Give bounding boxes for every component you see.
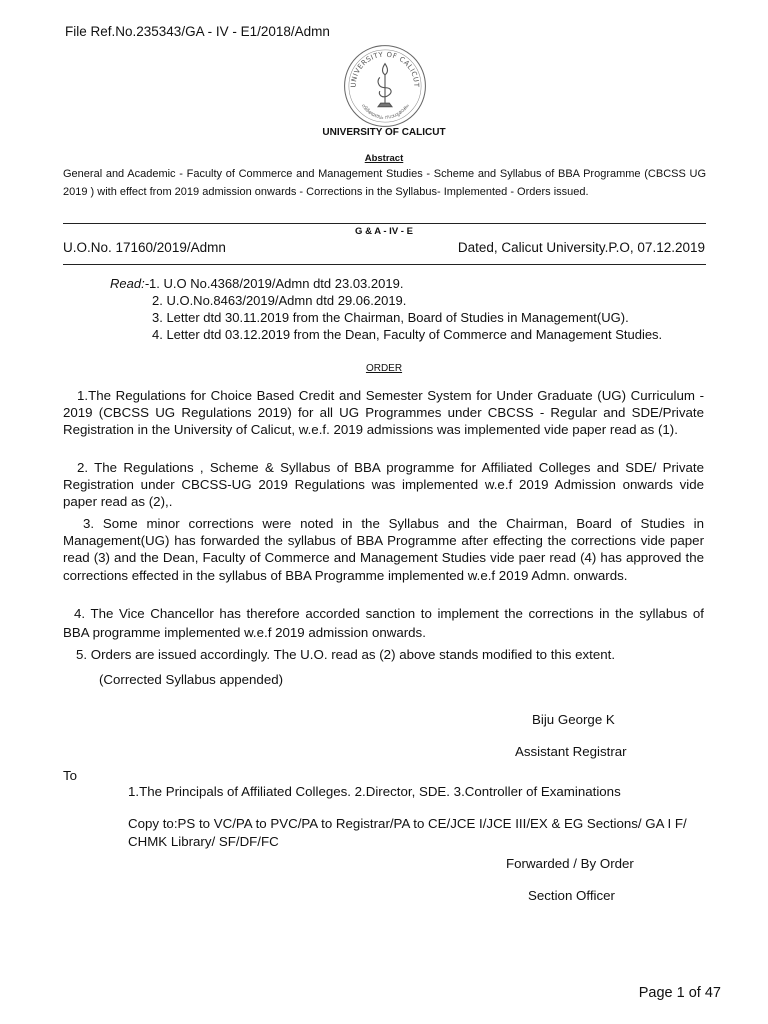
order-paragraph-5: 5. Orders are issued accordingly. The U.O. read as (2) above stands modified to this extent. (76, 647, 616, 662)
page-number: Page 1 of 47 (638, 985, 721, 1001)
order-paragraph-4: 4. The Vice Chancellor has therefore accorded sanction to implement the corrections in the syllabus of BBA programme implemented w.e.f 2019 admission onwards. (63, 606, 704, 640)
order-paragraph-1: 1.The Regulations for Choice Based Credit and Semester System for Under Graduate (UG) Curriculum - 2019 (CBCSS UG Regulations 2019) for all UG Programmes under CBCSS - Regular and SDE/Private Registration in the University of Calicut, w.e.f. 2019 admissions was implemented vide paper read as (1). (63, 388, 704, 438)
section-code: G & A - IV - E (355, 226, 413, 237)
divider-top (63, 223, 706, 224)
forwarded-by-order: Forwarded / By Order (506, 856, 634, 871)
read-item: 4. Letter dtd 03.12.2019 from the Dean, Faculty of Commerce and Management Studies. (152, 327, 663, 342)
divider-bottom (63, 264, 706, 265)
order-heading: ORDER (365, 363, 403, 374)
read-item: Read:-1. U.O No.4368/2019/Admn dtd 23.03.2019. (110, 276, 404, 291)
order-paragraph-2: 2. The Regulations , Scheme & Syllabus of BBA programme for Affiliated Colleges and SDE/ Private Registration under CBCSS-UG 2019 Regulations was implemented w.e.f 2019 Admission onwards vide paper read as (2),. (63, 460, 704, 510)
order-date: Dated, Calicut University.P.O, 07.12.2019 (457, 240, 705, 255)
uo-number: U.O.No. 17160/2019/Admn (63, 240, 226, 255)
copy-to-list: Copy to:PS to VC/PA to PVC/PA to Registrar/PA to CE/JCE I/JCE III/EX & EG Sections/ GA I F/ CHMK Library/ SF/DF/FC (128, 816, 687, 849)
seal-bottom-text: നിർഭയത്വം സാധ്യമാകും (359, 102, 411, 122)
to-label: To (63, 768, 78, 783)
read-references (110, 275, 692, 343)
section-officer: Section Officer (528, 888, 615, 903)
seal-top-text: UNIVERSITY OF CALICUT (349, 50, 421, 88)
university-heading: UNIVERSITY OF CALICUT (322, 127, 446, 138)
read-item: 3. Letter dtd 30.11.2019 from the Chairman, Board of Studies in Management(UG). (152, 310, 629, 325)
appended-note: (Corrected Syllabus appended) (99, 672, 284, 687)
file-reference: File Ref.No.235343/GA - IV - E1/2018/Admn (65, 24, 330, 39)
lamp-emblem (378, 64, 392, 107)
abstract-title: Abstract (364, 153, 404, 164)
read-item: 2. U.O.No.8463/2019/Admn dtd 29.06.2019. (152, 293, 407, 308)
university-seal (342, 43, 428, 129)
recipient-list: 1.The Principals of Affiliated Colleges. 2.Director, SDE. 3.Controller of Examinations (128, 784, 621, 799)
signatory-name: Biju George K (532, 712, 615, 727)
abstract-text: General and Academic - Faculty of Commerce and Management Studies - Scheme and Syllabus of BBA Programme (CBCSS UG 2019 ) with effect from 2019 admission onwards - Corrections in the Syllabus- Implemented - Orders issued. (63, 168, 706, 198)
order-paragraph-3: 3. Some minor corrections were noted in the Syllabus and the Chairman, Board of Studies in Management(UG) has forwarded the syllabus of BBA Programme after effecting the corrections vide paper read (3) and the Dean, Faculty of Commerce and Management Studies vide paer read (4) has approved the corrections effected in the syllabus of BBA Programme implemented w.e.f 2019 Admn. onwards. (63, 516, 704, 583)
read-label: Read:- (110, 276, 150, 291)
signatory-title: Assistant Registrar (515, 744, 627, 759)
